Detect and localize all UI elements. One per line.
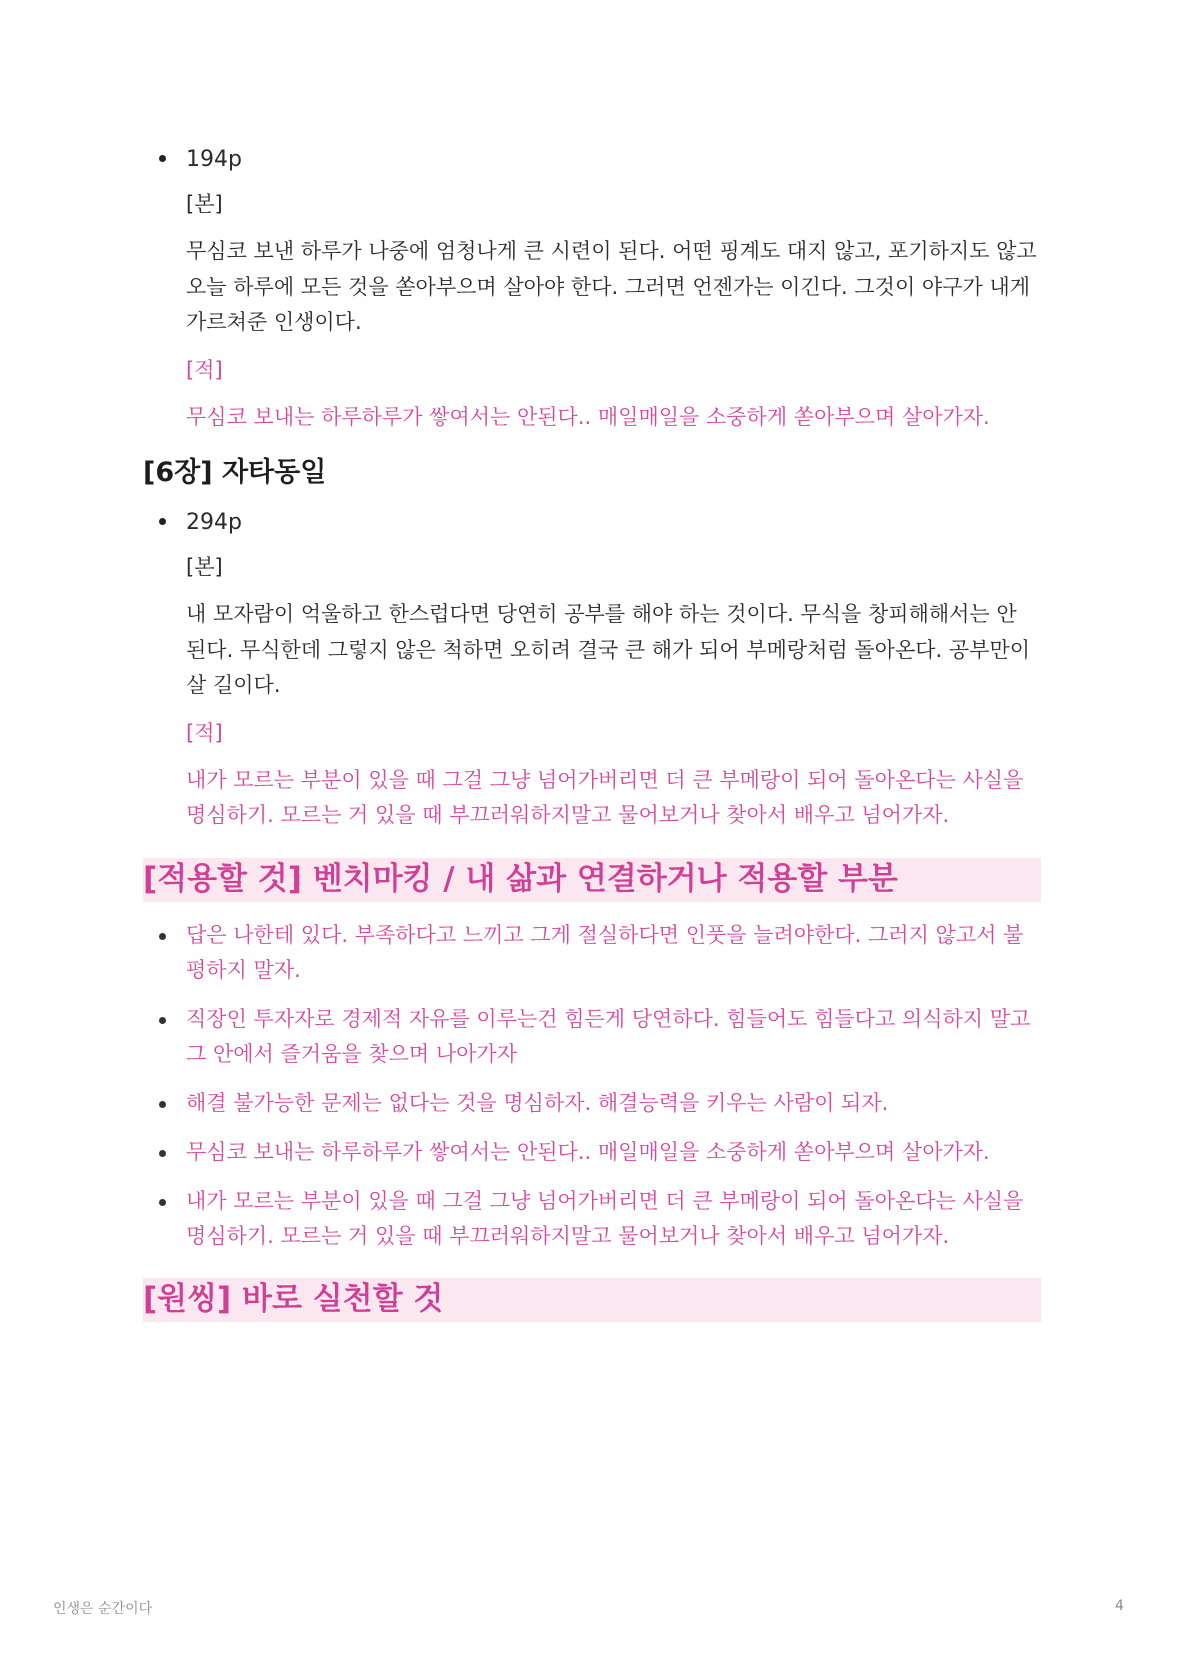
list-item-294p [143,503,1043,834]
list-item [143,1184,1043,1254]
application-note: 내가 모르는 부분이 있을 때 그걸 그냥 넘어가버리면 더 큰 부메랑이 되어 돌아온다는 사실을 명심하기. 모르는 거 있을 때 부끄러워하지말고 물어보거나 찾아서 배우고 넘어가자. [186,767,1024,827]
original-label: [본] [186,555,223,579]
list-item [143,1002,1043,1072]
list-item-194p [143,140,1043,435]
list-item-text: 무심코 보내는 하루하루가 쌓여서는 안된다.. 매일매일을 소중하게 쏟아부으며 살아가자. [186,1139,990,1164]
original-quote: 내 모자람이 억울하고 한스럽다면 당연히 공부를 해야 하는 것이다. 무식을 창피해해서는 안 된다. 무식한데 그렇지 않은 척하면 오히려 결국 큰 해가 되어 부메랑처럼 돌아온다. 공부만이 살 길이다. [186,602,1031,697]
list-item-text: 답은 나한테 있다. 부족하다고 느끼고 그게 절실하다면 인풋을 늘려야한다. 그러지 않고서 불평하지 말자. [186,922,1024,982]
list-item [143,1135,1043,1170]
list-item [143,918,1043,988]
footer-document-title: 인생은 순간이다 [53,1601,153,1617]
apply-section-heading: [적용할 것] 벤치마킹 / 내 삶과 연결하거나 적용할 부분 [143,858,1041,902]
list-item [143,1086,1043,1121]
list-item-text: 직장인 투자자로 경제적 자유를 이루는건 힘든게 당연하다. 힘들어도 힘들다고 의식하지 말고 그 안에서 즐거움을 찾으며 나아가자 [186,1006,1031,1066]
application-label: [적] [186,357,223,382]
page-reference: 194p [186,147,242,172]
apply-list [143,918,1043,1254]
application-label: [적] [186,720,223,745]
list-item-text: 내가 모르는 부분이 있을 때 그걸 그냥 넘어가버리면 더 큰 부메랑이 되어 돌아온다는 사실을 명심하기. 모르는 거 있을 때 부끄러워하지말고 물어보거나 찾아서 배우고 넘어가자. [186,1188,1024,1248]
list-item-text: 해결 불가능한 문제는 없다는 것을 명심하자. 해결능력을 키우는 사람이 되자. [186,1090,889,1115]
original-quote: 무심코 보낸 하루가 나중에 엄청나게 큰 시련이 된다. 어떤 핑계도 대지 않고, 포기하지도 않고 오늘 하루에 모든 것을 쏟아부으며 살아야 한다. 그러면 언젠가는 이긴다. 그것이 야구가 내게 가르쳐준 인생이다. [186,239,1037,334]
page-reference: 294p [186,510,242,535]
application-note: 무심코 보내는 하루하루가 쌓여서는 안된다.. 매일매일을 소중하게 쏟아부으며 살아가자. [186,404,990,429]
chapter-heading: [6장] 자타동일 [143,457,327,488]
document-content [143,140,1043,1322]
original-label: [본] [186,192,223,216]
footer-page-number: 4 [1115,1598,1124,1614]
one-thing-section-heading: [원씽] 바로 실천할 것 [143,1278,1041,1322]
